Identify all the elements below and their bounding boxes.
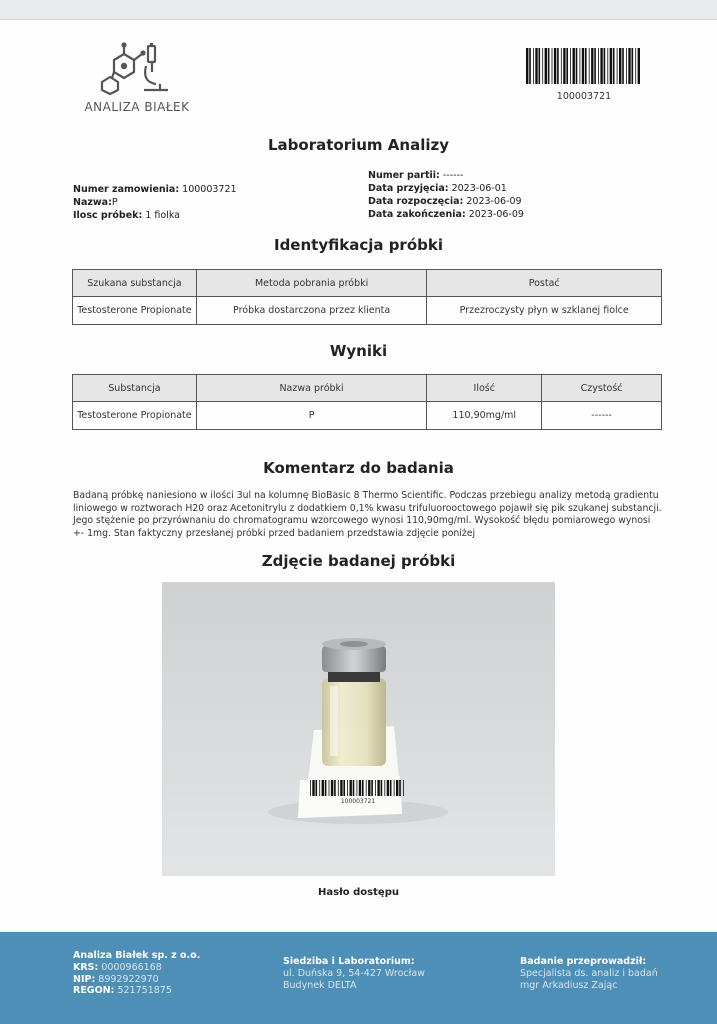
barcode-bar: [617, 48, 618, 84]
barcode-bar: [632, 48, 634, 84]
barcode-bar: [604, 48, 606, 84]
header-cell: Ilość: [427, 375, 542, 402]
barcode-bar: [622, 48, 624, 84]
barcode-bar: [387, 780, 389, 796]
meta-name: Nazwa:P: [73, 197, 118, 208]
barcode-bar: [566, 48, 568, 84]
barcode-bar: [557, 48, 559, 84]
viewer-top-bar: [0, 0, 717, 20]
barcode-bar: [310, 780, 311, 796]
barcode-bar: [552, 48, 553, 84]
barcode-bar: [371, 780, 373, 796]
barcode-bar: [529, 48, 531, 84]
barcode-image: [526, 48, 642, 84]
header-cell: Nazwa próbki: [196, 375, 426, 402]
barcode-bar: [607, 48, 608, 84]
table-cell: Testosterone Propionate: [73, 402, 197, 430]
barcode-bar: [357, 780, 358, 796]
barcode-bar: [384, 780, 385, 796]
barcode-bar: [325, 780, 327, 796]
photo-title: Zdjęcie badanej próbki: [261, 552, 456, 570]
barcode-bar: [316, 780, 318, 796]
barcode-bar: [375, 780, 376, 796]
barcode-bar: [334, 780, 336, 796]
barcode-bar: [319, 780, 320, 796]
footer-address: [283, 956, 425, 991]
table-cell: Testosterone Propionate: [73, 297, 197, 325]
barcode-bar: [638, 48, 640, 84]
sample-photo: [162, 582, 555, 876]
conducted-line: Specjalista ds. analiz i badań: [520, 967, 658, 979]
comment-text: Badaną próbkę naniesiono w ilości 3ul na kolumnę BioBasic 8 Thermo Scientific. Podczas przebiegu analizy metodą gradientu liniowego w roztworach H20 oraz Acetonitrylu z dodatkiem 0,1% kwasu trifuluorooctowego pojawił się pik szukanej substancji. Jego stężenie po przyrównaniu do chromatogramu wzorcowego wynosi 110,90mg/ml. Wysokość błędu pomiarowego wynosi +- 1mg. Stan faktyczny przesłanej próbki przed badaniem przedstawia zdjęcie poniżej: [73, 490, 662, 539]
barcode-bar: [598, 48, 599, 84]
footer-conducted-by: [520, 956, 658, 991]
barcode-bar: [403, 780, 404, 796]
identification-title: Identyfikacja próbki: [273, 236, 443, 254]
header-cell: Substancja: [73, 375, 197, 402]
meta-start-date: Data rozpoczęcia: 2023-06-09: [368, 196, 522, 207]
address-line: Budynek DELTA: [283, 979, 357, 991]
table-header-row: [73, 375, 662, 402]
barcode-bar: [570, 48, 571, 84]
address-title: Siedziba i Laboratorium:: [283, 956, 415, 967]
barcode-bar: [628, 48, 630, 84]
barcode-bar: [340, 780, 342, 796]
header-cell: Postać: [427, 270, 662, 297]
barcode-bar: [347, 780, 348, 796]
batch-dates-block: [368, 169, 524, 221]
conducted-line: mgr Arkadiusz Zając: [520, 979, 618, 991]
barcode-bar: [399, 780, 401, 796]
address-line: ul. Duńska 9, 54-427 Wrocław: [283, 967, 425, 979]
barcode-bar: [338, 780, 339, 796]
barcode-bar: [353, 780, 355, 796]
barcode-bar: [381, 780, 383, 796]
barcode-bar: [545, 48, 547, 84]
barcode-bar: [580, 48, 581, 84]
company-name: Analiza Białek sp. z o.o.: [73, 950, 201, 961]
barcode-bar: [331, 780, 333, 796]
barcode-bar: [329, 780, 330, 796]
meta-received-date: Data przyjęcia: 2023-06-01: [368, 183, 507, 194]
barcode-bar: [394, 780, 395, 796]
header-cell: Szukana substancja: [73, 270, 197, 297]
barcode-bar: [359, 780, 361, 796]
table-cell: ------: [542, 402, 662, 430]
barcode-bar: [589, 48, 590, 84]
vial-illustration: [162, 582, 555, 876]
barcode-bar: [563, 48, 565, 84]
barcode-bar: [582, 48, 584, 84]
meta-batch-number: Numer partii: ------: [368, 170, 464, 181]
barcode-bar: [626, 48, 627, 84]
photo-caption: Hasło dostępu: [318, 887, 399, 898]
molecule-microscope-icon: [98, 42, 176, 98]
barcode-bar: [535, 48, 537, 84]
header-cell: Czystość: [542, 375, 662, 402]
barcode-bar: [576, 48, 578, 84]
comment-title: Komentarz do badania: [263, 459, 454, 477]
table-row: [73, 297, 662, 325]
logo-text: ANALIZA BIAŁEK: [84, 100, 190, 114]
identification-table: [72, 269, 662, 325]
barcode-bar: [610, 48, 612, 84]
barcode-bar: [554, 48, 556, 84]
barcode-bar: [548, 48, 550, 84]
barcode-bar: [377, 780, 379, 796]
barcode-bar: [619, 48, 621, 84]
barcode-bar: [594, 48, 596, 84]
barcode-bar: [591, 48, 593, 84]
conducted-title: Badanie przeprowadził:: [520, 956, 647, 967]
barcode-bar: [585, 48, 587, 84]
barcode-bar: [613, 48, 615, 84]
meta-sample-count: Ilosc próbek: 1 fiolka: [73, 210, 180, 221]
table-cell: Próbka dostarczona przez klienta: [196, 297, 427, 325]
barcode-bar: [533, 48, 534, 84]
barcode-bar: [362, 780, 364, 796]
company-nip: NIP: 8992922970: [73, 973, 159, 985]
results-table: [72, 374, 662, 430]
meta-end-date: Data zakończenia: 2023-06-09: [368, 209, 524, 220]
table-row: [73, 402, 662, 430]
barcode-bar: [350, 780, 352, 796]
barcode-bar: [366, 780, 367, 796]
barcode-bar: [343, 780, 345, 796]
table-cell: Przezroczysty płyn w szklanej fiolce: [427, 297, 662, 325]
barcode-bar: [396, 780, 398, 796]
barcode-bar: [390, 780, 392, 796]
table-cell: 110,90mg/ml: [427, 402, 542, 430]
barcode-bar: [561, 48, 562, 84]
barcode-bar: [635, 48, 636, 84]
barcode-bar: [526, 48, 528, 84]
results-title: Wyniki: [329, 342, 388, 360]
company-regon: REGON: 521751875: [73, 985, 172, 997]
footer: [0, 932, 717, 1024]
table-cell: P: [196, 402, 426, 430]
vial-label-number: 100003721: [340, 798, 376, 805]
barcode-bar: [573, 48, 575, 84]
meta-order-number: Numer zamowienia: 100003721: [73, 184, 237, 195]
company-logo: [72, 42, 202, 120]
barcode-bar: [322, 780, 324, 796]
document-title: Laboratorium Analizy: [268, 136, 449, 154]
barcode-bar: [312, 780, 314, 796]
barcode-number: 100003721: [556, 91, 612, 102]
barcode-bar: [539, 48, 541, 84]
order-info-block: [73, 183, 237, 222]
table-header-row: [73, 270, 662, 297]
barcode-bar: [542, 48, 543, 84]
header-cell: Metoda pobrania próbki: [196, 270, 427, 297]
footer-company: [73, 950, 200, 997]
company-krs: KRS: 0000966168: [73, 961, 162, 973]
barcode-bar: [600, 48, 602, 84]
barcode-bar: [368, 780, 370, 796]
